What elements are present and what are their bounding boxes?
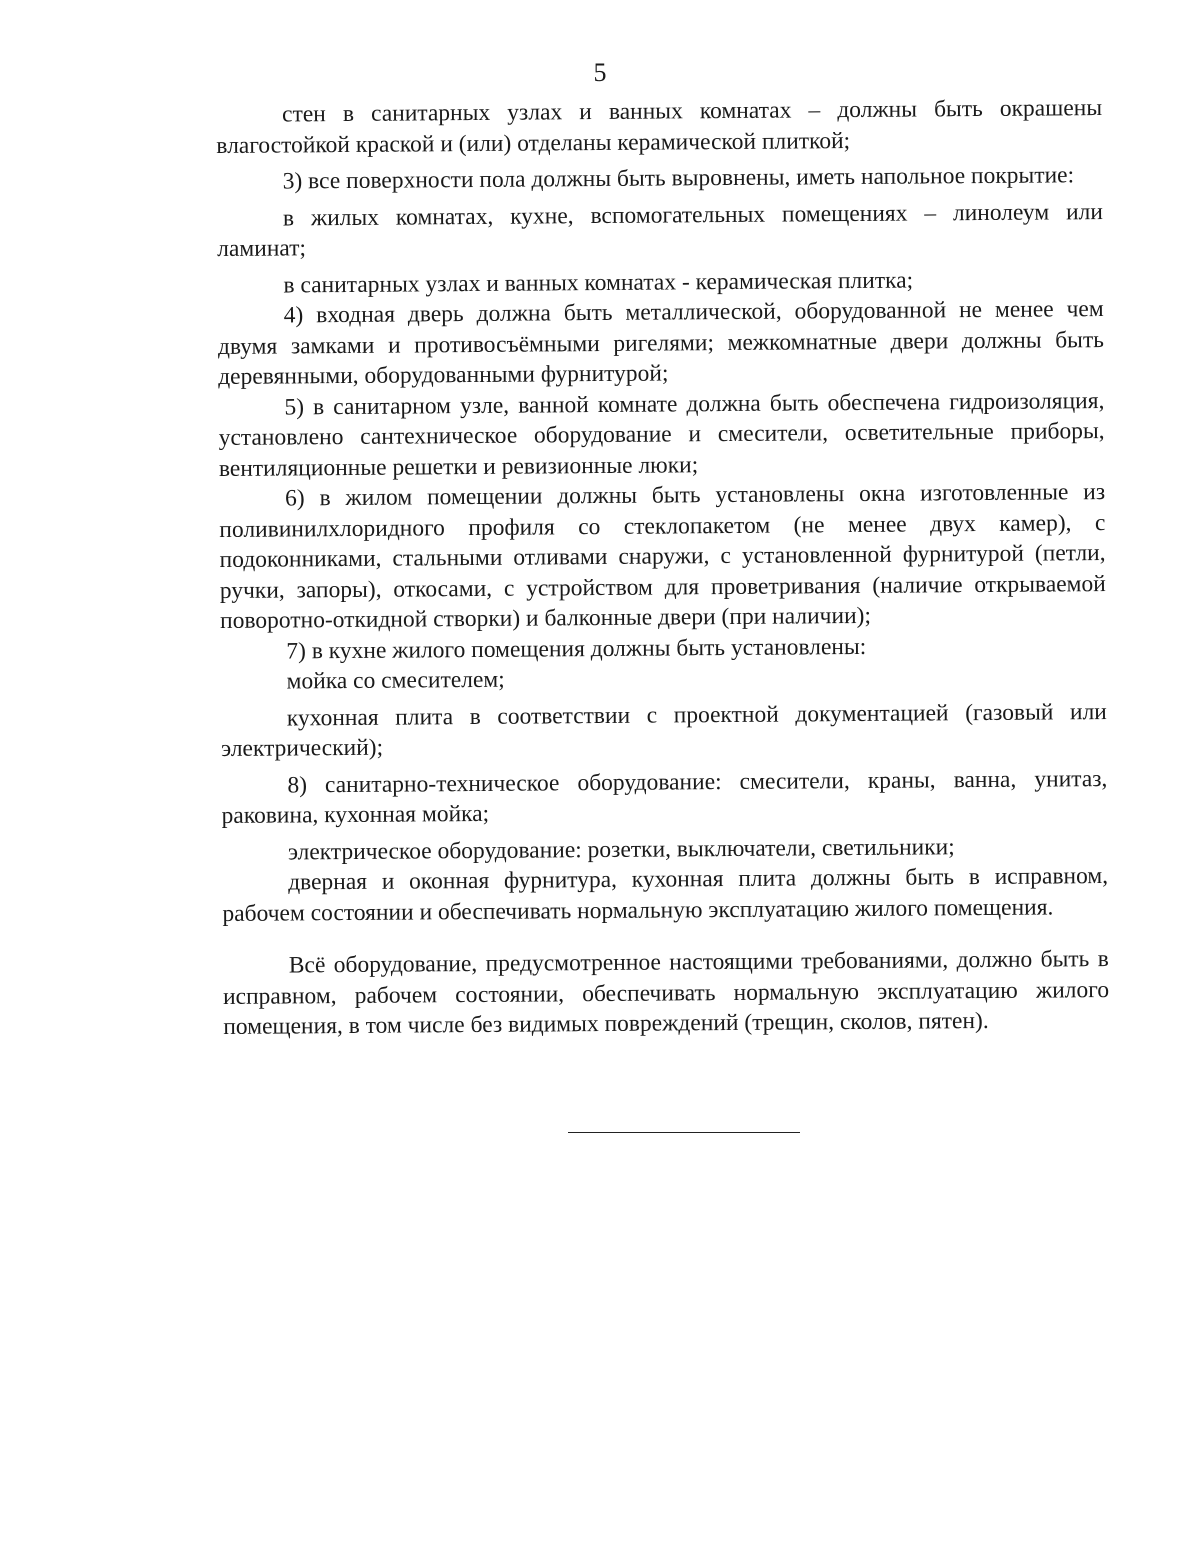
paragraph: Всё оборудование, предусмотренное настоящими требованиями, должно быть в исправном, рабочем состоянии, обеспечивать нормальную эксплуатацию жилого помещения, в том числе без видимых повреждений (трещин, сколов, пятен). (222, 946, 1110, 1040)
paragraph: дверная и оконная фурнитура, кухонная плита должны быть в исправном, рабочем состоянии и обеспечивать нормальную эксплуатацию жилого помещения. (222, 863, 1109, 927)
paragraph: 7) в кухне жилого помещения должны быть установлены: (286, 633, 867, 664)
paragraph: 8) санитарно-техническое оборудование: смесители, краны, ванна, унитаз, раковина, кухонная мойка; (221, 765, 1108, 829)
paragraph: стен в санитарных узлах и ванных комнатах – должны быть окрашены влагостойкой краской и (или) отделаны керамической плиткой; (216, 95, 1103, 159)
end-of-text-rule (568, 1132, 800, 1133)
paragraph: мойка со смесителем; (286, 666, 505, 695)
document-body (216, 93, 1109, 1042)
paragraph: кухонная плита в соответствии с проектной документацией (газовый или электрический); (220, 698, 1107, 762)
paragraph: в жилых комнатах, кухне, вспомогательных помещениях – линолеум или ламинат; (217, 198, 1104, 262)
paragraph: 3) все поверхности пола должны быть выровнены, иметь напольное покрытие: (282, 162, 1075, 195)
paragraph: электрическое оборудование: розетки, выключатели, светильники; (287, 833, 955, 865)
page-number: 5 (593, 58, 607, 87)
paragraph: 4) входная дверь должна быть металлической, оборудованной не менее чем двумя замками и противосъёмными ригелями; межкомнатные двери должны быть деревянными, оборудованными фурнитурой; (217, 296, 1105, 390)
paragraph: в санитарных узлах и ванных комнатах - керамическая плитка; (283, 267, 914, 298)
paragraph: 6) в жилом помещении должны быть установлены окна изготовленные из поливинилхлоридного профиля со стеклопакетом (не менее двух камер), с подоконниками, стальными отливами снаружи, с установленной фурнитурой (петли, ручки, запоры), откосами, с устройством для проветривания (наличие открываемой поворотно-откидной створки) и балконные двери (при наличии); (219, 479, 1106, 634)
paragraph: 5) в санитарном узле, ванной комнате должна быть обеспечена гидроизоляция, установлено сантехническое оборудование и смесители, осветительные приборы, вентиляционные решетки и ревизионные люки; (218, 387, 1105, 482)
